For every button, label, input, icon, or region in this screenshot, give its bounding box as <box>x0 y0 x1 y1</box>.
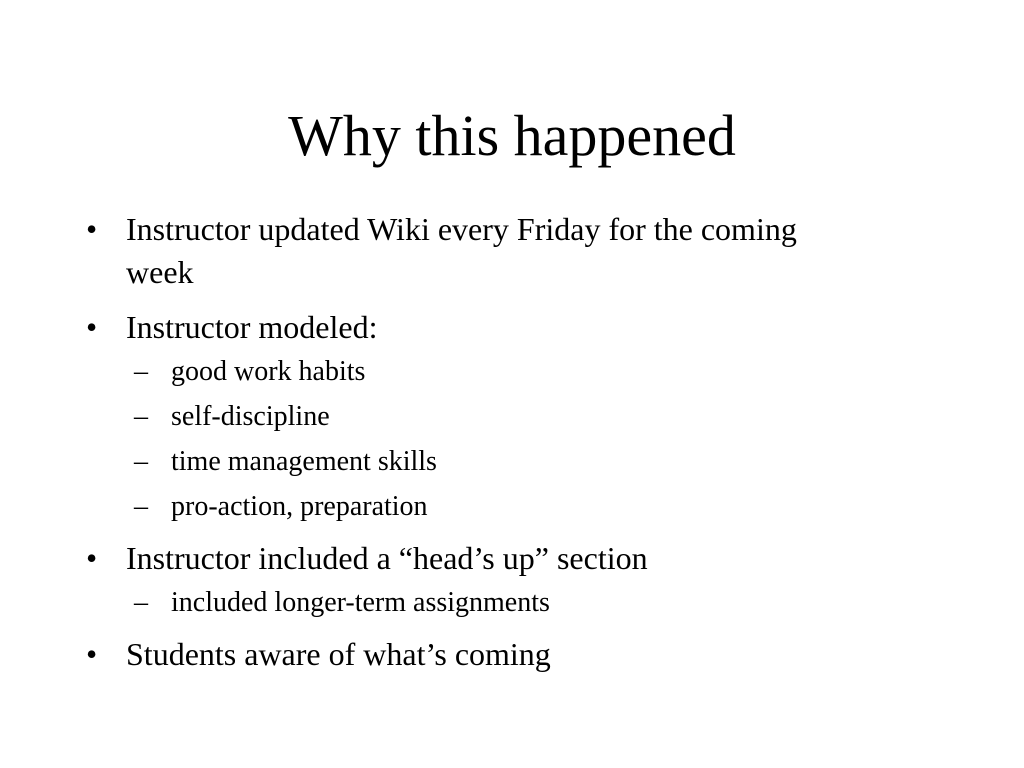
bullet-item <box>86 537 946 621</box>
sub-bullet-text: time management skills <box>171 446 437 477</box>
sub-bullet-text: self-discipline <box>171 401 330 432</box>
sub-bullet-list <box>134 353 946 525</box>
sub-bullet-marker: – <box>134 356 148 387</box>
bullet-item <box>86 208 946 294</box>
bullet-item <box>86 633 946 676</box>
bullet-text: Instructor updated Wiki every Friday for the coming week <box>126 211 797 290</box>
sub-bullet-marker: – <box>134 446 148 477</box>
sub-bullet-marker: – <box>134 401 148 432</box>
bullet-text: Students aware of what’s coming <box>126 636 551 672</box>
bullet-marker: • <box>86 540 98 576</box>
bullet-item <box>86 306 946 525</box>
sub-bullet-marker: – <box>134 587 148 618</box>
bullet-list <box>86 208 946 676</box>
sub-bullet-item <box>134 443 946 480</box>
slide-title: Why this happened <box>288 103 736 168</box>
bullet-marker: • <box>86 636 98 672</box>
sub-bullet-text: pro-action, preparation <box>171 491 428 522</box>
sub-bullet-item <box>134 584 946 621</box>
sub-bullet-item <box>134 398 946 435</box>
bullet-text: Instructor modeled: <box>126 309 378 345</box>
sub-bullet-text: good work habits <box>171 356 366 387</box>
sub-bullet-list <box>134 584 946 621</box>
sub-bullet-marker: – <box>134 491 148 522</box>
sub-bullet-text: included longer-term assignments <box>171 587 550 618</box>
sub-bullet-item <box>134 353 946 390</box>
bullet-marker: • <box>86 309 98 345</box>
sub-bullet-item <box>134 488 946 525</box>
bullet-marker: • <box>86 211 98 247</box>
bullet-text: Instructor included a “head’s up” section <box>126 540 648 576</box>
